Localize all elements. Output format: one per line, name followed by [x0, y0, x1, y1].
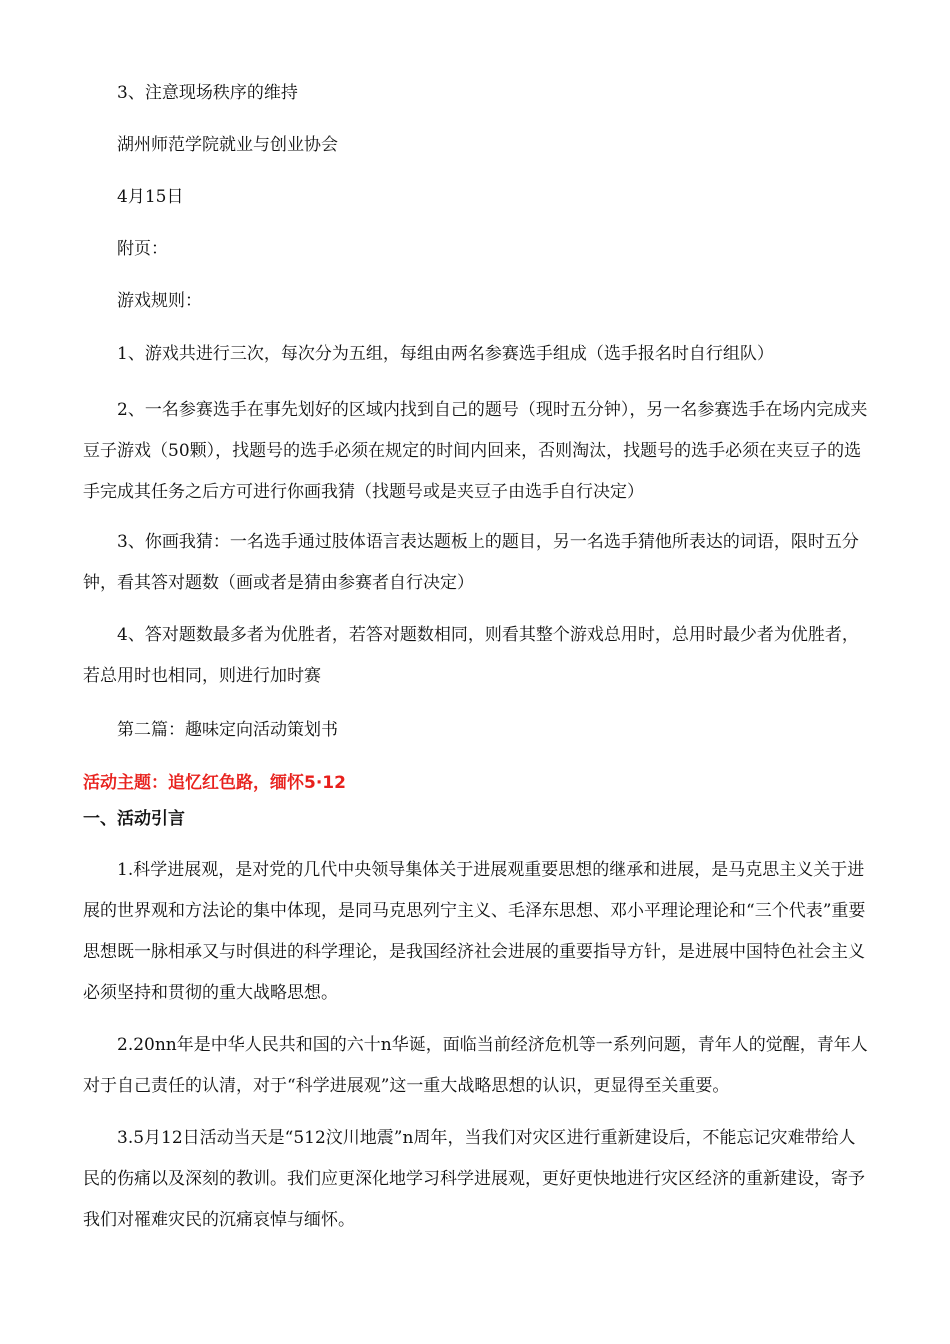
rule-3: 3、你画我猜：一名选手通过肢体语言表达题板上的题目，另一名选手猜他所表达的词语，限时五分钟，看其答对题数（画或者是猜由参赛者自行决定）	[83, 532, 859, 593]
text-line-rules-title: 游戏规则：	[117, 291, 202, 311]
rule-2: 2、一名参赛选手在事先划好的区域内找到自己的题号（现时五分钟），另一名参赛选手在场内完成夹豆子游戏（50颗），找题号的选手必须在规定的时间内回来，否则淘汰，找题号的选手必须在夹豆子的选手完成其任务之后方可进行你画我猜（找题号或是夹豆子由选手自行决定）	[83, 400, 868, 502]
section-heading-intro: 一、活动引言	[83, 809, 185, 829]
intro-paragraph-3: 3.5月12日活动当天是“512汶川地震”n周年，当我们对灾区进行重新建设后，不能忘记灾难带给人民的伤痛以及深刻的教训。我们应更深化地学习科学进展观，更好更快地进行灾区经济的重新建设，寄予我们对罹难灾民的沉痛哀悼与缅怀。	[83, 1128, 865, 1230]
text-line-organization: 湖州师范学院就业与创业协会	[117, 135, 338, 155]
text-line-date: 4月15日	[117, 187, 184, 207]
rule-4: 4、答对题数最多者为优胜者，若答对题数相同，则看其整个游戏总用时，总用时最少者为优胜者，若总用时也相同，则进行加时赛	[83, 625, 859, 686]
activity-theme: 活动主题：追忆红色路，缅怀5·12	[83, 773, 346, 793]
intro-paragraph-1: 1.科学进展观，是对党的几代中央领导集体关于进展观重要思想的继承和进展，是马克思主义关于进展的世界观和方法论的集中体现，是同马克思列宁主义、毛泽东思想、邓小平理论理论和“三个代表”重要思想既一脉相承又与时俱进的科学理论，是我国经济社会进展的重要指导方针，是进展中国特色社会主义必须坚持和贯彻的重大战略思想。	[83, 860, 866, 1003]
intro-paragraph-2: 2.20nn年是中华人民共和国的六十n华诞，面临当前经济危机等一系列问题，青年人的觉醒，青年人对于自己责任的认清，对于“科学进展观”这一重大战略思想的认识，更显得至关重要。	[83, 1035, 868, 1096]
rule-1: 1、游戏共进行三次，每次分为五组，每组由两名参赛选手组成（选手报名时自行组队）	[117, 344, 774, 364]
chapter-title: 第二篇：趣味定向活动策划书	[117, 720, 338, 740]
text-line-appendix: 附页：	[117, 239, 168, 259]
text-line-order: 3、注意现场秩序的维持	[117, 83, 298, 103]
